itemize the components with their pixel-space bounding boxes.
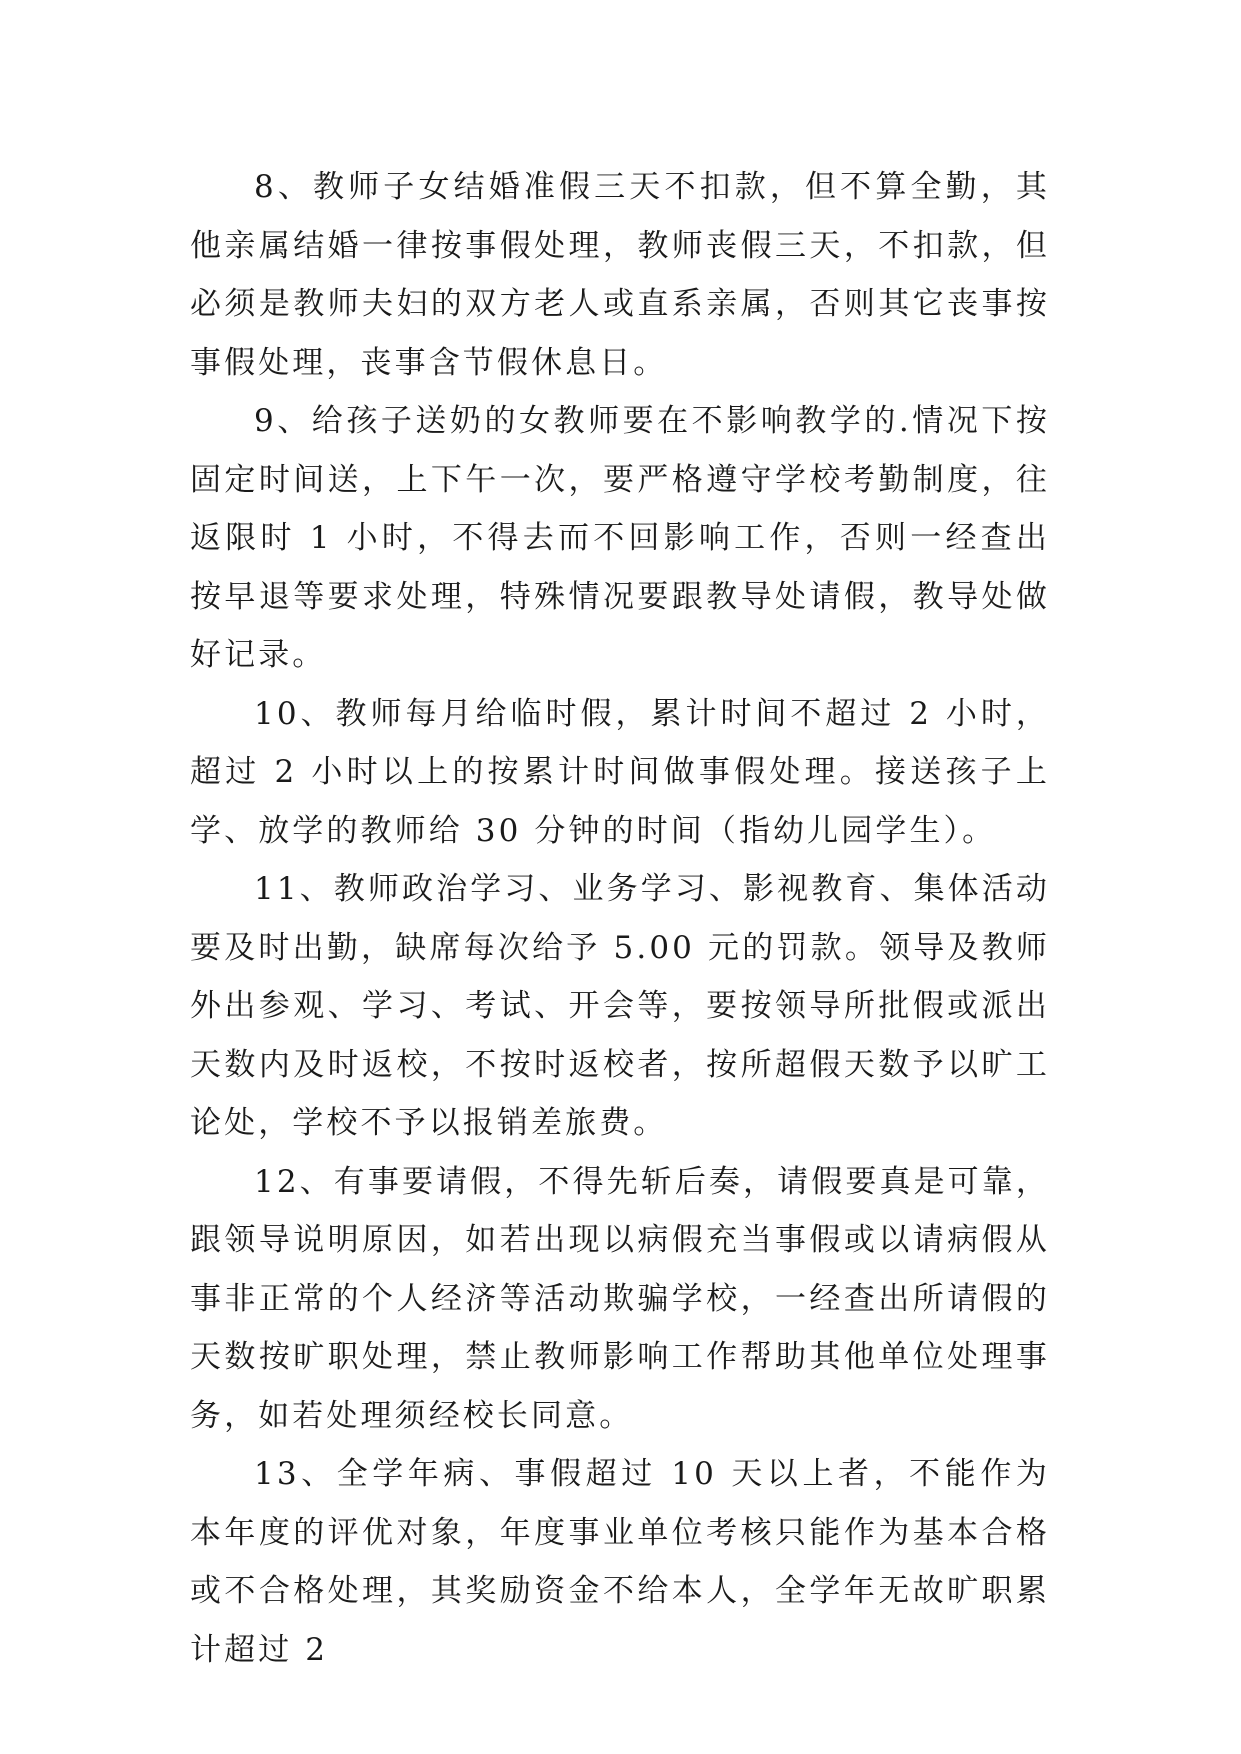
paragraph-item-9: 9、给孩子送奶的女教师要在不影响教学的.情况下按固定时间送，上下午一次，要严格遵守学校考勤制度，往返限时 1 小时，不得去而不回影响工作，否则一经查出按早退等要求处理，特殊情况要跟教导处请假，教导处做好记录。 xyxy=(190,403,1050,673)
paragraph-item-13: 13、全学年病、事假超过 10 天以上者，不能作为本年度的评优对象，年度事业单位考核只能作为基本合格或不合格处理，其奖励资金不给本人，全学年无故旷职累计超过 2 xyxy=(190,1456,1050,1668)
paragraph-item-12: 12、有事要请假，不得先斩后奏，请假要真是可靠，跟领导说明原因，如若出现以病假充当事假或以请病假从事非正常的个人经济等活动欺骗学校，一经查出所请假的天数按旷职处理，禁止教师影响工作帮助其他单位处理事务，如若处理须经校长同意。 xyxy=(190,1163,1050,1434)
paragraph-item-8: 8、教师子女结婚准假三天不扣款，但不算全勤，其他亲属结婚一律按事假处理，教师丧假三天，不扣款，但必须是教师夫妇的双方老人或直系亲属，否则其它丧事按事假处理，丧事含节假休息日。 xyxy=(190,169,1050,381)
paragraph-item-10: 10、教师每月给临时假，累计时间不超过 2 小时，超过 2 小时以上的按累计时间做事假处理。接送孩子上学、放学的教师给 30 分钟的时间（指幼儿园学生）。 xyxy=(190,695,1051,849)
paragraph-item-11: 11、教师政治学习、业务学习、影视教育、集体活动要及时出勤，缺席每次给予 5.00 元的罚款。领导及教师外出参观、学习、考试、开会等，要按领导所批假或派出天数内及时返校，不按时返校者，按所超假天数予以旷工论处，学校不予以报销差旅费。 xyxy=(190,871,1050,1141)
document-body xyxy=(190,158,1050,1679)
